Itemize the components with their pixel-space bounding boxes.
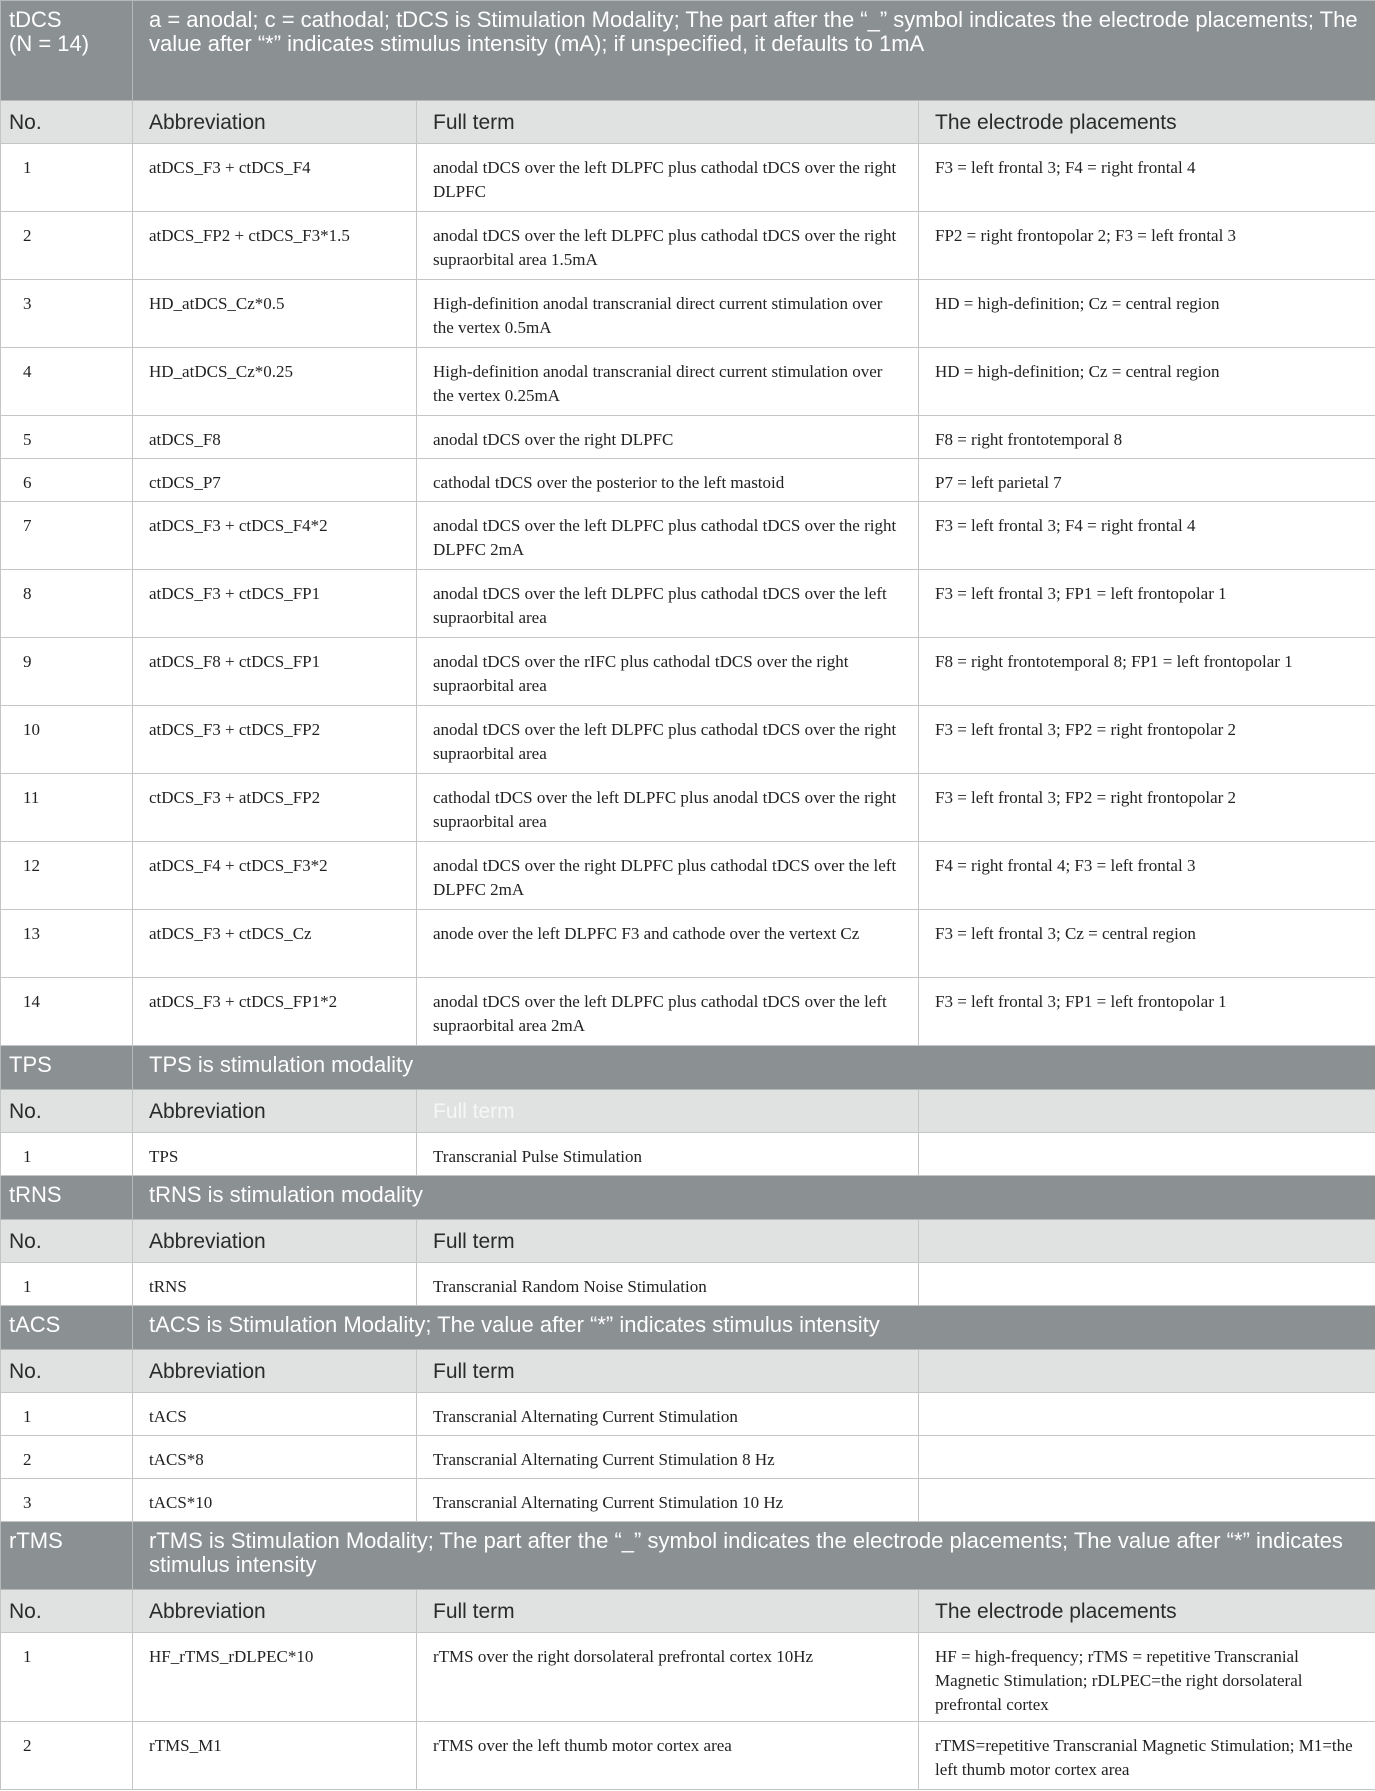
electrode-placements: HF = high-frequency; rTMS = repetitive Transcranial Magnetic Stimulation; rDLPEC=the right dorsolateral prefrontal cortex [919,1633,1375,1722]
table-row [1,638,1375,706]
table-row [1,1722,1375,1790]
abbreviation: HD_atDCS_Cz*0.5 [133,280,417,348]
column-header: Abbreviation [133,101,417,144]
electrode-placements [919,1479,1375,1522]
row-number: 4 [1,348,133,416]
full-term: anodal tDCS over the left DLPFC plus cathodal tDCS over the left supraorbital area 2mA [417,978,919,1046]
abbreviation: atDCS_F3 + ctDCS_F4*2 [133,502,417,570]
modality-label [1,1306,133,1350]
modality-name: TPS [9,1052,52,1077]
abbreviation: ctDCS_P7 [133,459,417,502]
electrode-placements: F3 = left frontal 3; Cz = central region [919,910,1375,978]
column-header: No. [1,101,133,144]
full-term: High-definition anodal transcranial direct current stimulation over the vertex 0.5mA [417,280,919,348]
abbreviation: HF_rTMS_rDLPEC*10 [133,1633,417,1722]
row-number: 9 [1,638,133,706]
column-header [919,1350,1375,1393]
table-row [1,348,1375,416]
modality-name: tACS [9,1312,61,1337]
abbreviation: tACS*8 [133,1436,417,1479]
modality-description: rTMS is Stimulation Modality; The part after the “_” symbol indicates the electrode placements; The value after “*” indicates stimulus intensity [133,1522,1375,1590]
modality-name: tRNS [9,1182,62,1207]
table-row [1,1393,1375,1436]
electrode-placements: HD = high-definition; Cz = central region [919,348,1375,416]
row-number: 13 [1,910,133,978]
electrode-placements [919,1263,1375,1306]
row-number: 1 [1,1633,133,1722]
row-number: 5 [1,416,133,459]
row-number: 1 [1,1133,133,1176]
row-number: 11 [1,774,133,842]
table-row [1,842,1375,910]
modality-description: tRNS is stimulation modality [133,1176,1375,1220]
modality-description: a = anodal; c = cathodal; tDCS is Stimulation Modality; The part after the “_” symbol indicates the electrode placements; The value after “*” indicates stimulus intensity (mA); if unspecified, it defaults to 1mA [133,1,1375,101]
electrode-placements: P7 = left parietal 7 [919,459,1375,502]
table-row [1,280,1375,348]
full-term: cathodal tDCS over the left DLPFC plus anodal tDCS over the right supraorbital area [417,774,919,842]
electrode-placements: HD = high-definition; Cz = central region [919,280,1375,348]
abbreviation: atDCS_FP2 + ctDCS_F3*1.5 [133,212,417,280]
section-title-row [1,1,1375,101]
column-header: The electrode placements [919,101,1375,144]
abbreviation: ctDCS_F3 + atDCS_FP2 [133,774,417,842]
electrode-placements: F3 = left frontal 3; FP1 = left frontopolar 1 [919,978,1375,1046]
section-title-row [1,1306,1375,1350]
full-term: Transcranial Pulse Stimulation [417,1133,919,1176]
abbreviation: atDCS_F3 + ctDCS_F4 [133,144,417,212]
full-term: anodal tDCS over the right DLPFC [417,416,919,459]
abbreviation: atDCS_F8 + ctDCS_FP1 [133,638,417,706]
row-number: 8 [1,570,133,638]
column-header: The electrode placements [919,1590,1375,1633]
column-header-row [1,1090,1375,1133]
electrode-placements [919,1133,1375,1176]
electrode-placements: F3 = left frontal 3; FP2 = right frontopolar 2 [919,774,1375,842]
full-term: High-definition anodal transcranial direct current stimulation over the vertex 0.25mA [417,348,919,416]
column-header-row [1,1220,1375,1263]
column-header: No. [1,1220,133,1263]
table-row [1,502,1375,570]
row-number: 1 [1,144,133,212]
row-number: 10 [1,706,133,774]
full-term: Transcranial Random Noise Stimulation [417,1263,919,1306]
column-header: No. [1,1590,133,1633]
row-number: 6 [1,459,133,502]
table-row [1,144,1375,212]
column-header: Full term [417,1090,919,1133]
modality-label [1,1176,133,1220]
row-number: 3 [1,1479,133,1522]
abbreviation: tACS*10 [133,1479,417,1522]
column-header [919,1220,1375,1263]
modality-name: rTMS [9,1528,63,1553]
column-header-row [1,1350,1375,1393]
table-row [1,1263,1375,1306]
electrode-placements: F4 = right frontal 4; F3 = left frontal 3 [919,842,1375,910]
abbreviation: HD_atDCS_Cz*0.25 [133,348,417,416]
full-term: anodal tDCS over the left DLPFC plus cathodal tDCS over the left supraorbital area [417,570,919,638]
column-header: Full term [417,1220,919,1263]
full-term: anode over the left DLPFC F3 and cathode over the vertext Cz [417,910,919,978]
modality-label [1,1046,133,1090]
full-term: Transcranial Alternating Current Stimulation 10 Hz [417,1479,919,1522]
electrode-placements: F3 = left frontal 3; F4 = right frontal 4 [919,502,1375,570]
electrode-placements [919,1393,1375,1436]
electrode-placements [919,1436,1375,1479]
full-term: rTMS over the left thumb motor cortex area [417,1722,919,1790]
column-header: No. [1,1090,133,1133]
row-number: 2 [1,212,133,280]
abbreviation: rTMS_M1 [133,1722,417,1790]
table-row [1,706,1375,774]
modality-description: TPS is stimulation modality [133,1046,1375,1090]
modality-name: tDCS [9,7,62,32]
column-header-row [1,101,1375,144]
table-row [1,978,1375,1046]
row-number: 1 [1,1263,133,1306]
section-title-row [1,1176,1375,1220]
full-term: anodal tDCS over the left DLPFC plus cathodal tDCS over the right supraorbital area [417,706,919,774]
full-term: anodal tDCS over the right DLPFC plus cathodal tDCS over the left DLPFC 2mA [417,842,919,910]
abbreviation: atDCS_F4 + ctDCS_F3*2 [133,842,417,910]
column-header: Abbreviation [133,1590,417,1633]
modality-label [1,1,133,101]
row-number: 1 [1,1393,133,1436]
full-term: Transcranial Alternating Current Stimulation 8 Hz [417,1436,919,1479]
column-header [919,1090,1375,1133]
electrode-placements: FP2 = right frontopolar 2; F3 = left frontal 3 [919,212,1375,280]
full-term: anodal tDCS over the left DLPFC plus cathodal tDCS over the right DLPFC [417,144,919,212]
table-row [1,212,1375,280]
column-header-row [1,1590,1375,1633]
electrode-placements: F3 = left frontal 3; FP1 = left frontopolar 1 [919,570,1375,638]
abbreviation: atDCS_F3 + ctDCS_FP1*2 [133,978,417,1046]
column-header: Abbreviation [133,1220,417,1263]
row-number: 3 [1,280,133,348]
abbreviation: TPS [133,1133,417,1176]
full-term: Transcranial Alternating Current Stimulation [417,1393,919,1436]
column-header: Full term [417,1350,919,1393]
full-term: cathodal tDCS over the posterior to the left mastoid [417,459,919,502]
electrode-placements: rTMS=repetitive Transcranial Magnetic Stimulation; M1=the left thumb motor cortex area [919,1722,1375,1790]
row-number: 14 [1,978,133,1046]
table-row [1,570,1375,638]
column-header: Abbreviation [133,1090,417,1133]
electrode-placements: F3 = left frontal 3; F4 = right frontal 4 [919,144,1375,212]
table-row [1,416,1375,459]
full-term: rTMS over the right dorsolateral prefrontal cortex 10Hz [417,1633,919,1722]
column-header: Full term [417,101,919,144]
table-row [1,774,1375,842]
row-number: 2 [1,1436,133,1479]
full-term: anodal tDCS over the left DLPFC plus cathodal tDCS over the right supraorbital area 1.5mA [417,212,919,280]
abbreviation: atDCS_F3 + ctDCS_FP1 [133,570,417,638]
row-number: 7 [1,502,133,570]
section-title-row [1,1522,1375,1590]
electrode-placements: F8 = right frontotemporal 8 [919,416,1375,459]
full-term: anodal tDCS over the rIFC plus cathodal tDCS over the right supraorbital area [417,638,919,706]
column-header: Abbreviation [133,1350,417,1393]
row-number: 12 [1,842,133,910]
column-header: Full term [417,1590,919,1633]
table-row [1,1133,1375,1176]
row-number: 2 [1,1722,133,1790]
abbreviation: atDCS_F8 [133,416,417,459]
modality-description: tACS is Stimulation Modality; The value after “*” indicates stimulus intensity [133,1306,1375,1350]
column-header: No. [1,1350,133,1393]
abbreviation: tACS [133,1393,417,1436]
electrode-placements: F8 = right frontotemporal 8; FP1 = left frontopolar 1 [919,638,1375,706]
full-term: anodal tDCS over the left DLPFC plus cathodal tDCS over the right DLPFC 2mA [417,502,919,570]
table-row [1,459,1375,502]
modality-label [1,1522,133,1590]
abbreviation: tRNS [133,1263,417,1306]
table-row [1,1436,1375,1479]
sample-size: (N = 14) [9,31,90,56]
table-row [1,910,1375,978]
electrode-placements: F3 = left frontal 3; FP2 = right frontopolar 2 [919,706,1375,774]
section-title-row [1,1046,1375,1090]
table-row [1,1479,1375,1522]
table-row [1,1633,1375,1722]
abbreviation: atDCS_F3 + ctDCS_FP2 [133,706,417,774]
abbreviation: atDCS_F3 + ctDCS_Cz [133,910,417,978]
